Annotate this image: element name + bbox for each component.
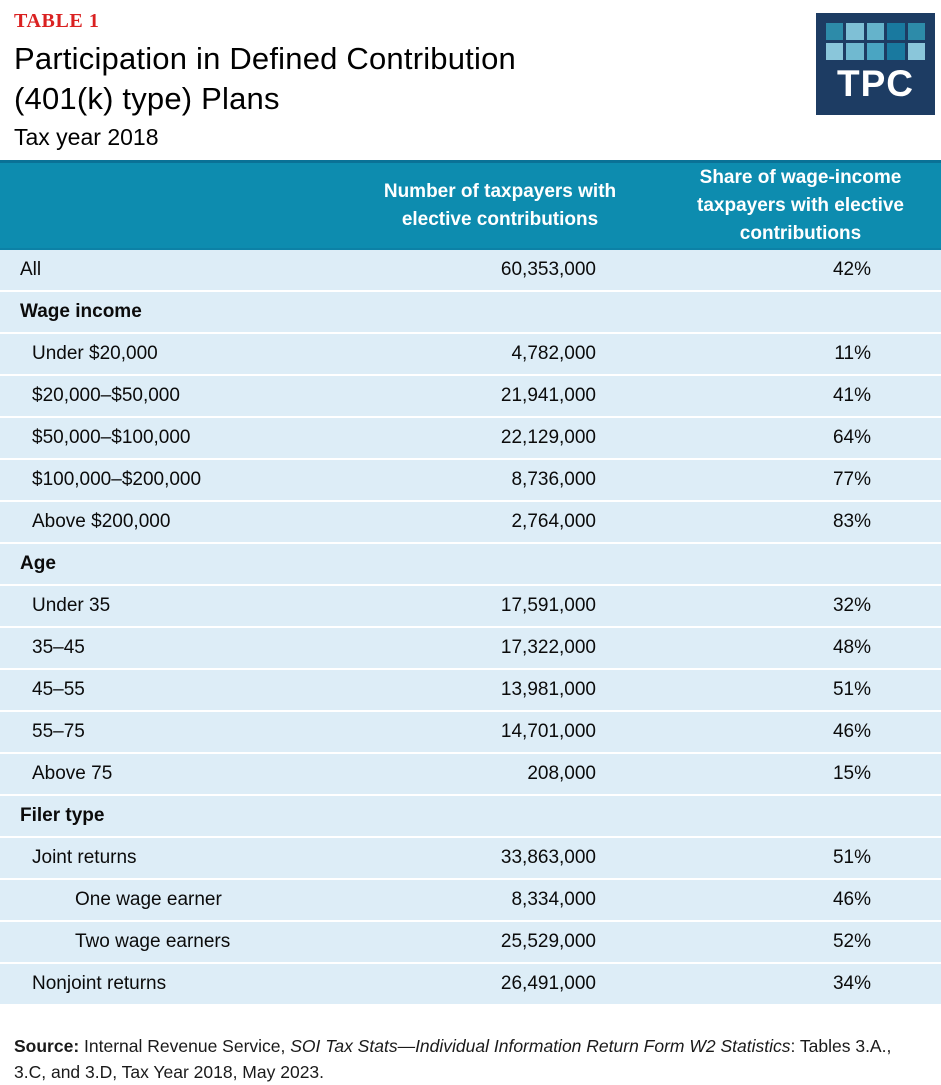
row-number-value: 17,591,000 — [340, 585, 660, 627]
row-number-value: 13,981,000 — [340, 669, 660, 711]
section-header-row — [0, 543, 941, 585]
section-label: Filer type — [0, 795, 941, 837]
logo-square — [908, 23, 925, 40]
header-share-line-2: taxpayers with elective — [697, 194, 904, 216]
row-label: $20,000–$50,000 — [0, 375, 340, 417]
row-label: 55–75 — [0, 711, 340, 753]
section-header-row — [0, 291, 941, 333]
tpc-logo — [816, 13, 935, 115]
row-share-value: 32% — [660, 585, 941, 627]
header-number-line-2: elective contributions — [401, 208, 599, 230]
source-note — [0, 1024, 941, 1085]
logo-square — [867, 23, 884, 40]
row-number-value: 8,334,000 — [340, 879, 660, 921]
data-row — [0, 501, 941, 543]
row-label: Joint returns — [0, 837, 340, 879]
row-label: 35–45 — [0, 627, 340, 669]
title-line-1: Participation in Defined Contribution — [14, 41, 516, 76]
logo-square — [867, 43, 884, 60]
data-row — [0, 879, 941, 921]
header-share-line-1: Share of wage-income — [699, 166, 902, 188]
data-row — [0, 669, 941, 711]
data-row — [0, 837, 941, 879]
logo-square — [908, 43, 925, 60]
table-number-label: TABLE 1 — [14, 10, 100, 32]
row-label: Nonjoint returns — [0, 963, 340, 1005]
row-share-value: 48% — [660, 627, 941, 669]
data-row — [0, 921, 941, 963]
source-text-2: : Tables 3.A., 3.C, and 3.D, Tax Year 2018, May 2023. — [14, 1035, 892, 1082]
row-share-value: 46% — [660, 879, 941, 921]
header-row — [0, 162, 941, 250]
row-number-value: 33,863,000 — [340, 837, 660, 879]
header-cell-category — [0, 162, 340, 250]
logo-square — [826, 43, 843, 60]
header-share-line-3: contributions — [739, 222, 862, 244]
row-label: Above $200,000 — [0, 501, 340, 543]
row-share-value: 15% — [660, 753, 941, 795]
row-label: Under $20,000 — [0, 333, 340, 375]
logo-square — [887, 43, 904, 60]
row-number-value: 22,129,000 — [340, 417, 660, 459]
source-publication: SOI Tax Stats—Individual Information Return Form W2 Statistics — [290, 1035, 791, 1056]
row-number-value: 21,941,000 — [340, 375, 660, 417]
row-share-value: 77% — [660, 459, 941, 501]
page-header — [0, 0, 941, 160]
data-row — [0, 459, 941, 501]
data-row — [0, 585, 941, 627]
header-cell-number — [340, 162, 660, 250]
table-header — [0, 162, 941, 250]
row-label: $50,000–$100,000 — [0, 417, 340, 459]
title-block — [14, 8, 516, 151]
section-header-row — [0, 795, 941, 837]
row-number-value: 2,764,000 — [340, 501, 660, 543]
logo-squares — [826, 23, 925, 60]
row-number-value: 208,000 — [340, 753, 660, 795]
row-share-value: 51% — [660, 837, 941, 879]
data-row — [0, 333, 941, 375]
logo-wordmark: TPC — [837, 63, 914, 104]
source-label: Source: — [14, 1035, 80, 1056]
data-row — [0, 963, 941, 1005]
row-label: 45–55 — [0, 669, 340, 711]
row-label: Under 35 — [0, 585, 340, 627]
row-number-value: 17,322,000 — [340, 627, 660, 669]
source-text-1: Internal Revenue Service, — [79, 1035, 291, 1056]
row-number-value: 8,736,000 — [340, 459, 660, 501]
table-body — [0, 249, 941, 1005]
page-title — [14, 39, 516, 119]
data-row — [0, 627, 941, 669]
row-number-value: 4,782,000 — [340, 333, 660, 375]
header-cell-share — [660, 162, 941, 250]
page-subtitle: Tax year 2018 — [14, 124, 159, 150]
data-row — [0, 249, 941, 291]
row-share-value: 64% — [660, 417, 941, 459]
title-line-2: (401(k) type) Plans — [14, 81, 280, 116]
data-row — [0, 417, 941, 459]
data-row — [0, 753, 941, 795]
row-label: $100,000–$200,000 — [0, 459, 340, 501]
section-label: Wage income — [0, 291, 941, 333]
row-number-value: 25,529,000 — [340, 921, 660, 963]
row-label: One wage earner — [0, 879, 340, 921]
row-share-value: 46% — [660, 711, 941, 753]
section-label: Age — [0, 543, 941, 585]
row-share-value: 41% — [660, 375, 941, 417]
row-label: Above 75 — [0, 753, 340, 795]
header-number-line-1: Number of taxpayers with — [383, 180, 617, 202]
row-label: All — [0, 249, 340, 291]
row-share-value: 52% — [660, 921, 941, 963]
logo-square — [826, 23, 843, 40]
row-number-value: 14,701,000 — [340, 711, 660, 753]
logo-square — [887, 23, 904, 40]
row-share-value: 51% — [660, 669, 941, 711]
data-row — [0, 711, 941, 753]
row-number-value: 26,491,000 — [340, 963, 660, 1005]
logo-square — [846, 23, 863, 40]
row-share-value: 34% — [660, 963, 941, 1005]
data-row — [0, 375, 941, 417]
row-label: Two wage earners — [0, 921, 340, 963]
row-share-value: 83% — [660, 501, 941, 543]
row-number-value: 60,353,000 — [340, 249, 660, 291]
participation-table — [0, 160, 941, 1006]
row-share-value: 11% — [660, 333, 941, 375]
row-share-value: 42% — [660, 249, 941, 291]
logo-square — [846, 43, 863, 60]
